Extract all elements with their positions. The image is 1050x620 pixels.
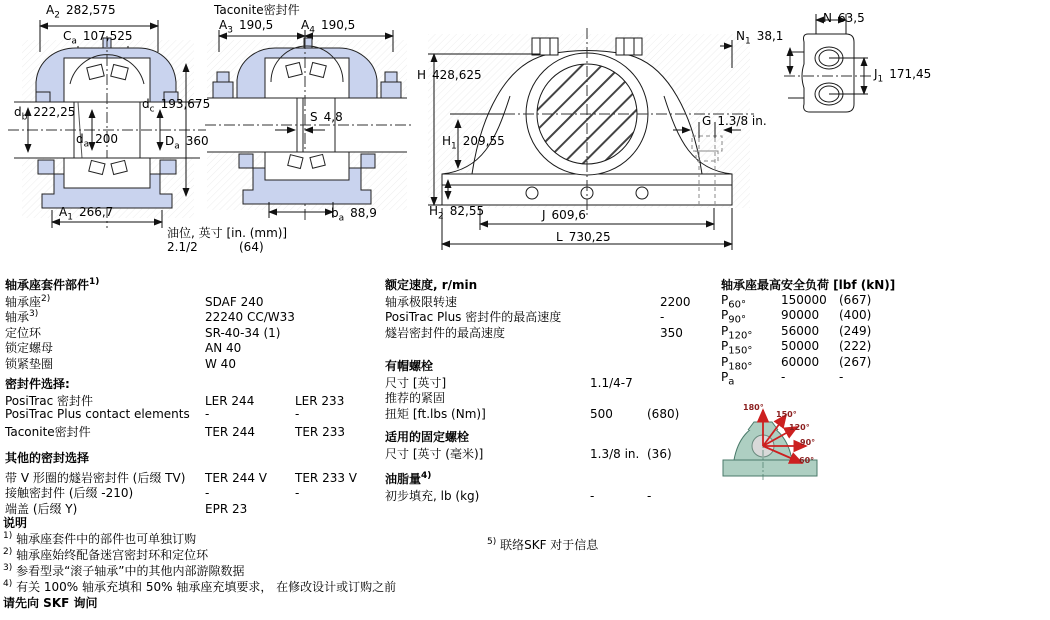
table-row: $P_{150^\circ}$ 50000 (222) bbox=[721, 339, 872, 357]
table-row: 轴承$^{3)}$ 22240 CC/W33 bbox=[5, 309, 295, 325]
cap-bolts-table bbox=[385, 357, 715, 420]
dim-A1: $A_1$ 266,7 bbox=[59, 205, 114, 223]
table-row: 推荐的紧固 bbox=[385, 391, 446, 406]
note-5: $^{5)}$ 联络SKF 对于信息 bbox=[487, 537, 599, 552]
angle-label-120: 120° bbox=[789, 423, 810, 432]
dim-Da: $D_a$ 360 bbox=[165, 134, 209, 152]
table-row: Taconite密封件 TER 244 TER 233 bbox=[5, 424, 345, 439]
table-row: $P_{90^\circ}$ 90000 (400) bbox=[721, 308, 872, 326]
seal-selection-table bbox=[5, 375, 385, 438]
footnote-3: $^{3)}$ 参看型录“滚子轴承”中的其他内部游隙数据 bbox=[3, 563, 245, 578]
dim-da: $d_a$ 200 bbox=[76, 132, 119, 150]
other-seals-table bbox=[5, 449, 385, 515]
dim-Ca: $C_a$ 107,525 bbox=[63, 29, 133, 47]
angle-label-180: 180° bbox=[743, 403, 764, 412]
parts-header: 轴承座套件部件$^{1)}$ bbox=[5, 277, 100, 292]
dim-A3: $A_3$ 190,5 bbox=[219, 18, 274, 36]
parts-table bbox=[5, 276, 385, 370]
dim-N1: $N_1$ 38,1 bbox=[736, 29, 784, 47]
table-row: $P_{120^\circ}$ 56000 (249) bbox=[721, 323, 872, 342]
oil-level-caption: 油位, 英寸 [in. (mm)] bbox=[167, 226, 288, 240]
dim-A2: $A_2$ 282,575 bbox=[46, 3, 116, 21]
cap-bolts-header: 有帽螺栓 bbox=[385, 359, 434, 373]
loads-header: 轴承座最高安全负荷 [lbf (kN)] bbox=[721, 278, 896, 292]
table-row: 锁定螺母 AN 40 bbox=[5, 341, 242, 356]
taconite-title: Taconite密封件 bbox=[214, 3, 300, 17]
footnotes-header: 说明 bbox=[3, 516, 28, 530]
footnote-2: $^{2)}$ 轴承座始终配备迷宫密封环和定位环 bbox=[3, 547, 209, 562]
dim-dc: $d_c$ 193,675 bbox=[142, 97, 211, 115]
table-row: 尺寸 [英寸 (毫米)] 1.3/8 in. (36) bbox=[385, 447, 672, 461]
table-row: 燧岩密封件的最高速度 350 bbox=[385, 325, 683, 340]
dim-G: G 1.3/8 in. bbox=[702, 114, 767, 128]
table-row: PosiTrac Plus 密封件的最高速度 - bbox=[385, 310, 665, 325]
dim-J1: $J_1$ 171,45 bbox=[874, 67, 932, 85]
other-seals-header: 其他的密封选择 bbox=[5, 451, 90, 465]
angle-label-60: 60° bbox=[799, 456, 815, 465]
table-row: 定位环 SR-40-34 (1) bbox=[5, 325, 281, 340]
dim-H1: $H_1$ 209,55 bbox=[442, 134, 505, 152]
footnote-4: $^{4)}$ 有关 100% 轴承充填和 50% 轴承座充填要求， 在修改设计或订购之前 bbox=[3, 579, 397, 594]
table-row: $P_{180^\circ}$ 60000 (267) bbox=[721, 354, 872, 372]
table-row: PosiTrac Plus contact elements - - bbox=[5, 407, 300, 422]
table-row: $P_a$ - - bbox=[721, 369, 844, 388]
attachment-bolts-header: 适用的固定螺栓 bbox=[385, 430, 470, 444]
dim-H: H 428,625 bbox=[417, 68, 482, 82]
dim-L: L 730,25 bbox=[556, 230, 611, 244]
dim-S: S 4,8 bbox=[310, 110, 343, 124]
table-row: PosiTrac 密封件 LER 244 LER 233 bbox=[5, 394, 345, 408]
oil-level-inch: 2.1/2 bbox=[167, 240, 198, 254]
dim-J: J 609,6 bbox=[542, 208, 586, 222]
table-row: 初步填充, lb (kg) - - bbox=[385, 489, 652, 503]
dim-ba: $b_a$ 88,9 bbox=[331, 206, 377, 224]
angle-label-90: 90° bbox=[800, 438, 816, 447]
table-row: 锁紧垫圈 W 40 bbox=[5, 356, 236, 371]
grease-header: 油脂量$^{4)}$ bbox=[385, 471, 432, 486]
cross-section-drawing-2 bbox=[205, 12, 411, 224]
speeds-header: 额定速度, r/min bbox=[385, 278, 478, 292]
angle-label-150: 150° bbox=[776, 410, 797, 419]
seal-selection-header: 密封件选择: bbox=[5, 377, 70, 391]
table-row: 尺寸 [英寸] 1.1/4-7 bbox=[385, 376, 633, 390]
attachment-bolts-table bbox=[385, 428, 715, 460]
table-row: 带 V 形圈的燧岩密封件 (后缀 TV) TER 244 V TER 233 V bbox=[5, 471, 357, 485]
oil-level-mm: (64) bbox=[239, 240, 264, 254]
dim-H2: $H_2$ 82,55 bbox=[429, 204, 485, 222]
table-row: $P_{60^\circ}$ 150000 (667) bbox=[721, 293, 872, 311]
footnote-footer: 请先向 SKF 询问 bbox=[3, 596, 98, 610]
footnotes bbox=[3, 514, 523, 610]
dim-N: N 63,5 bbox=[823, 11, 865, 25]
dim-A4: $A_4$ 190,5 bbox=[301, 18, 356, 36]
table-row: 端盖 (后缀 Y) EPR 23 bbox=[5, 501, 248, 516]
speeds-table bbox=[385, 276, 715, 339]
grease-table bbox=[385, 470, 715, 502]
table-row: 轴承座$^{2)}$ SDAF 240 bbox=[5, 294, 264, 309]
table-row: 扭矩 [ft.lbs (Nm)] 500 (680) bbox=[385, 406, 680, 421]
table-row: 轴承极限转速 2200 bbox=[385, 295, 691, 309]
footnote-1: $^{1)}$ 轴承座套件中的部件也可单独订购 bbox=[3, 531, 197, 546]
dim-db: $d_b$ 222,25 bbox=[14, 105, 76, 123]
table-row: 接触密封件 (后缀 -210) - - bbox=[5, 486, 300, 501]
loads-table bbox=[721, 276, 1041, 388]
